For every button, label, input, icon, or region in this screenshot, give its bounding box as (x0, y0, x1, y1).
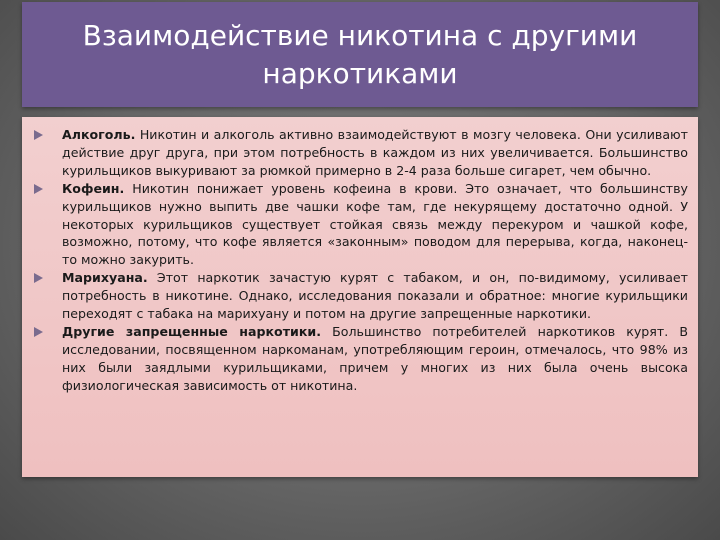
item-term: Марихуана. (62, 270, 148, 286)
item-term: Другие запрещенные наркотики. (62, 323, 321, 339)
list-item-caffeine (34, 180, 688, 270)
list-item-other-drugs (34, 323, 688, 395)
list-item-alcohol (34, 126, 688, 180)
item-text: Никотин и алкоголь активно взаимодействуют в мозгу человека. Они усиливают действие друг друга, при этом потребность в каждом из них увеличивается. Большинство курильщиков выкуривают за рюмкой примерно в 2-4 раза больше сигарет, чем обычно. (62, 127, 688, 178)
item-text: Никотин понижает уровень кофеина в крови. Это означает, что большинству курильщиков нужно выпить две чашки кофе там, где некурящему достаточно одной. У некоторых курильщиков существует стойкая связь между перекуром и чашкой кофе, возможно, потому, что кофе является «законным» поводом для перерыва, когда, наконец-то можно закурить. (62, 180, 688, 268)
triangle-right-icon (34, 184, 43, 194)
slide-title: Взаимодействие никотина с другими наркотиками (82, 18, 638, 90)
list-item-marijuana (34, 269, 688, 323)
item-term: Кофеин. (62, 180, 125, 196)
triangle-right-icon (34, 327, 43, 337)
bullet-list (34, 126, 688, 395)
title-bar (22, 2, 698, 107)
content-box (22, 117, 698, 477)
item-term: Алкоголь. (62, 127, 136, 142)
item-text: Большинство потребителей наркотиков курят. В исследовании, посвященном наркоманам, употребляющим героин, отмечалось, что 98% из них были заядлыми курильщиками, причем у многих из них была очень высока физиологическая зависимость от никотина. (62, 323, 688, 393)
item-text: Этот наркотик зачастую курят с табаком, и он, по-видимому, усиливает потребность в никотине. Однако, исследования показали и обратное: многие курильщики переходят с табака на марихуану и потом на другие запрещенные наркотики. (62, 270, 688, 322)
triangle-right-icon (34, 273, 43, 283)
triangle-right-icon (34, 130, 43, 140)
